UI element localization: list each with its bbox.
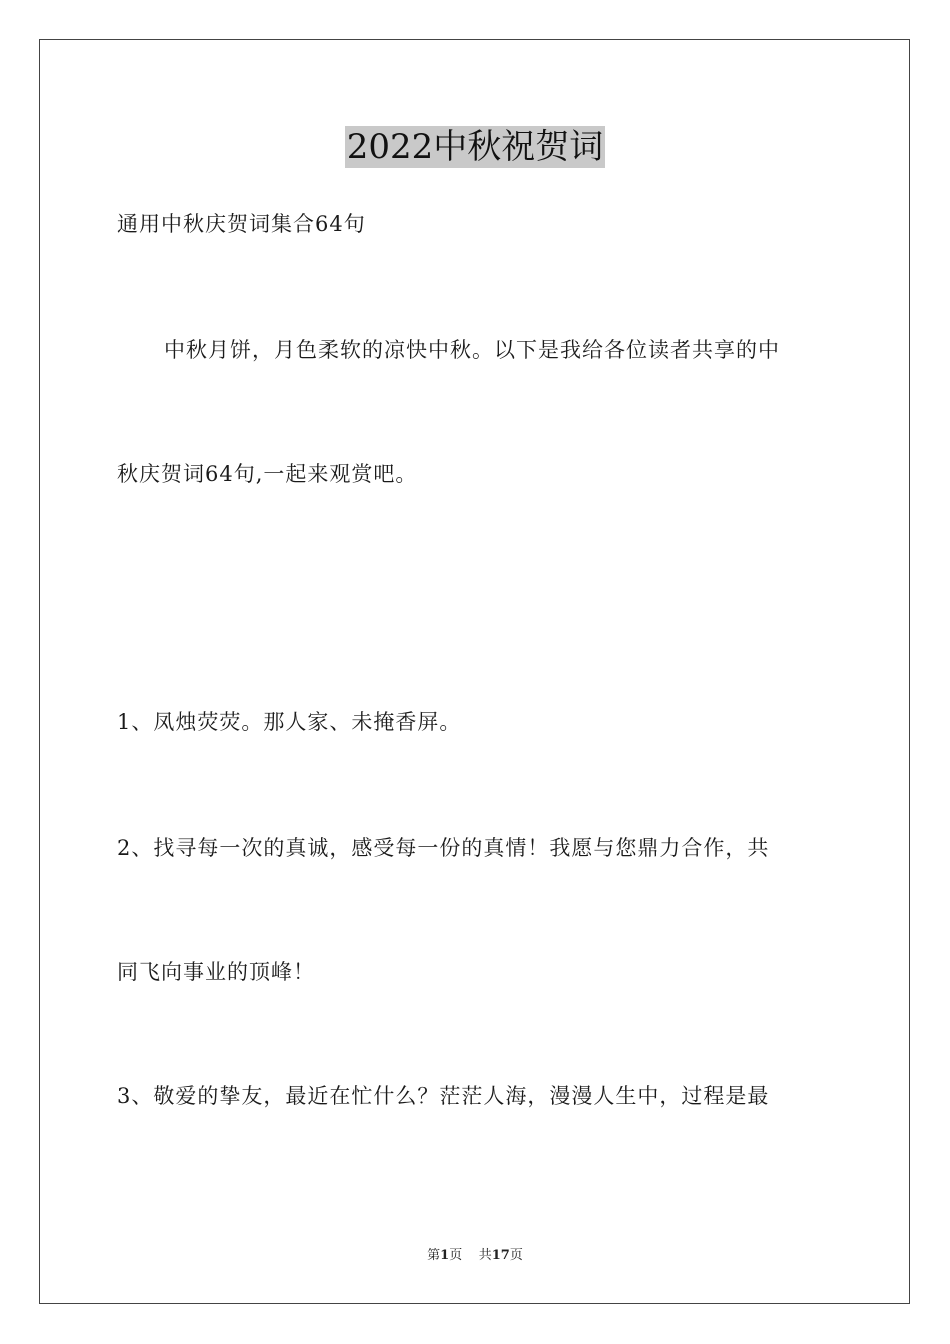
footer-page-total: 17: [491, 1248, 510, 1263]
footer-page-current: 1: [440, 1248, 450, 1263]
paragraph-line: 中秋月饼，月色柔软的凉快中秋。以下是我给各位读者共享的中: [164, 338, 780, 362]
document-title: 2022中秋祝贺词: [346, 127, 604, 167]
footer-page-prefix: 第: [427, 1248, 441, 1263]
title-container: [0, 126, 950, 168]
page-footer: [0, 1247, 950, 1265]
list-item: 1、凤烛荧荧。那人家、未掩香屏。: [117, 710, 462, 734]
list-item: 3、敬爱的挚友，最近在忙什么？茫茫人海，漫漫人生中，过程是最: [117, 1084, 770, 1108]
footer-total-prefix: 共: [478, 1248, 492, 1263]
footer-page-unit: 页: [449, 1248, 463, 1263]
list-item: 2、找寻每一次的真诚，感受每一份的真情！我愿与您鼎力合作，共: [117, 836, 770, 860]
paragraph-line: 同飞向事业的顶峰！: [117, 960, 315, 984]
paragraph-line: 秋庆贺词64句,一起来观赏吧。: [117, 462, 418, 486]
document-subtitle: 通用中秋庆贺词集合64句: [117, 212, 366, 236]
footer-total-unit: 页: [509, 1248, 523, 1263]
